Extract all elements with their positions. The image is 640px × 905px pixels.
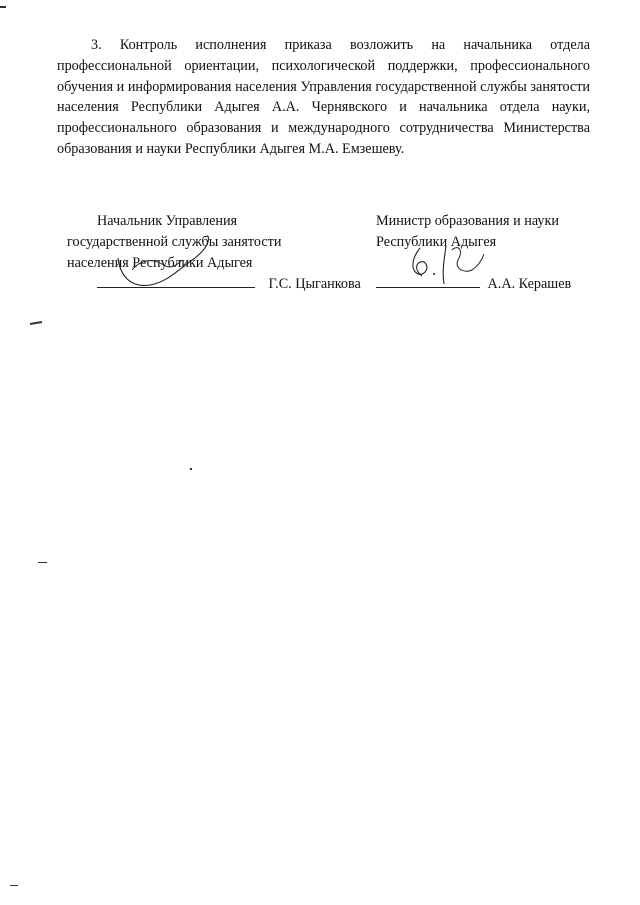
- left-handwritten-signature: [110, 230, 220, 295]
- left-signatory-name: Г.С. Цыганкова: [268, 276, 361, 293]
- right-title-line-2: Республики Адыгея: [376, 233, 497, 250]
- scan-mark: [10, 885, 18, 886]
- order-paragraph-3: [57, 35, 590, 160]
- right-signatory-name: А.А. Керашев: [487, 276, 572, 293]
- right-title-line-1: Министр образования и науки: [376, 213, 559, 229]
- scan-mark: [190, 468, 192, 470]
- paragraph-text: Контроль исполнения приказа возложить на начальника отдела профессиональной ориентации, психологической поддержки, профессионального обучения и информирования населения Управления государственной службы занятости населения Республики Адыгея А.А. Чернявского и начальника отдела науки, профессионального образования и международного сотрудничества Министерства образования и науки Республики Адыгея М.А. Емзешеву.: [57, 37, 590, 157]
- paragraph-number: 3.: [91, 37, 102, 53]
- left-title-line-2: государственной службы занятости: [67, 233, 282, 250]
- left-title-line-3: населения Республики Адыгея: [67, 254, 253, 271]
- scan-mark: [0, 6, 6, 8]
- right-handwritten-signature: [398, 240, 488, 290]
- scan-mark: [38, 562, 47, 563]
- left-title-line-1: Начальник Управления: [97, 213, 238, 229]
- scan-mark: [30, 321, 42, 325]
